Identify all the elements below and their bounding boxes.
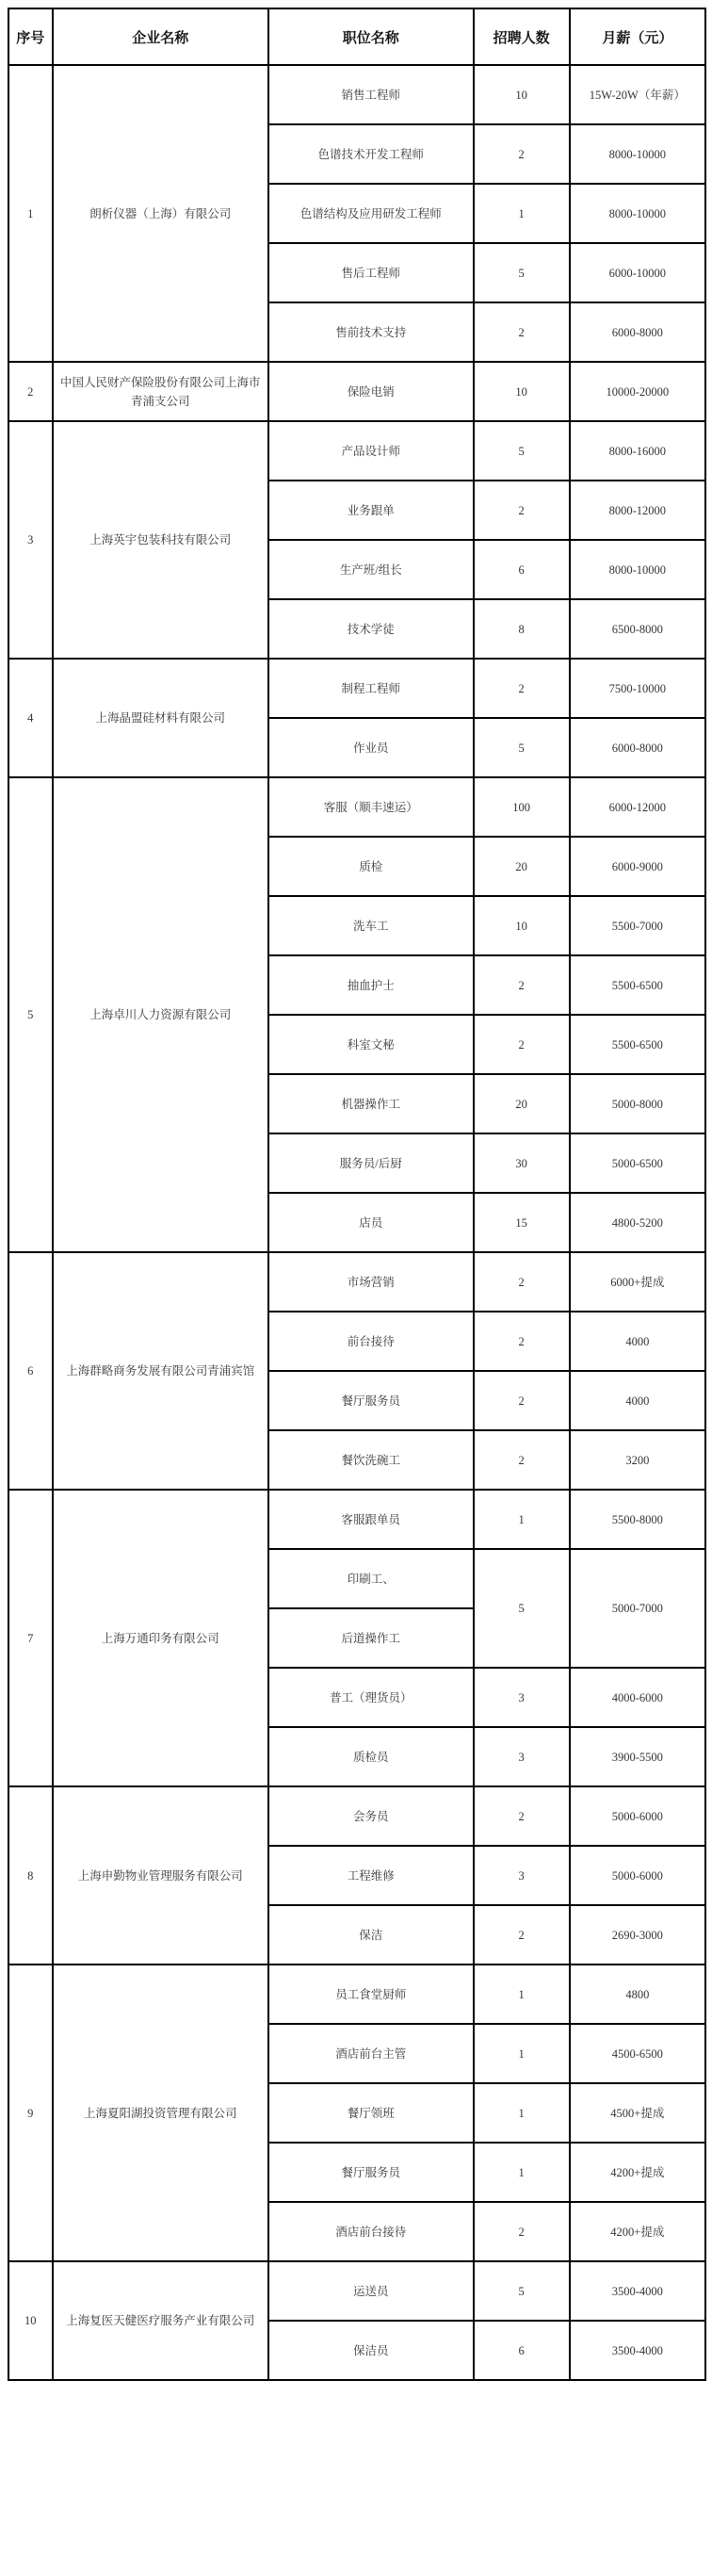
job-title-cell: 服务员/后厨: [268, 1133, 474, 1193]
job-count-cell: 30: [474, 1133, 570, 1193]
job-count-cell: 1: [474, 1965, 570, 2024]
job-table: [8, 8, 706, 2381]
job-count-cell: 1: [474, 2024, 570, 2083]
job-title-cell: 酒店前台接待: [268, 2202, 474, 2261]
table-row: [8, 65, 705, 124]
job-title-cell: 保险电销: [268, 362, 474, 421]
job-title-cell: 售后工程师: [268, 243, 474, 302]
job-salary-cell: 6000-9000: [570, 837, 705, 896]
job-count-cell: 2: [474, 1371, 570, 1430]
job-count-cell: 2: [474, 1252, 570, 1312]
table-row: [8, 659, 705, 718]
job-salary-cell: 10000-20000: [570, 362, 705, 421]
job-salary-cell: 8000-16000: [570, 421, 705, 481]
job-count-cell: 2: [474, 1905, 570, 1965]
job-title-cell: 会务员: [268, 1786, 474, 1846]
job-salary-cell: 8000-10000: [570, 184, 705, 243]
job-title-cell: 店员: [268, 1193, 474, 1252]
job-salary-cell: 3200: [570, 1430, 705, 1490]
company-index-cell: 2: [8, 362, 53, 421]
company-name-cell: 上海申勤物业管理服务有限公司: [53, 1786, 268, 1965]
job-title-cell: 员工食堂厨师: [268, 1965, 474, 2024]
table-row: [8, 362, 705, 421]
job-title-cell: 生产班/组长: [268, 540, 474, 599]
company-name-cell: 上海英宇包装科技有限公司: [53, 421, 268, 659]
job-count-cell: 15: [474, 1193, 570, 1252]
job-count-cell: 3: [474, 1668, 570, 1727]
company-name-cell: 上海卓川人力资源有限公司: [53, 777, 268, 1252]
column-header-index: 序号: [8, 8, 53, 65]
job-salary-cell: 5000-6500: [570, 1133, 705, 1193]
company-index-cell: 5: [8, 777, 53, 1252]
job-title-cell: 色谱技术开发工程师: [268, 124, 474, 184]
column-header-company: 企业名称: [53, 8, 268, 65]
job-salary-cell: 6000+提成: [570, 1252, 705, 1312]
table-row: [8, 1490, 705, 1549]
company-name-cell: 上海群略商务发展有限公司青浦宾馆: [53, 1252, 268, 1490]
job-salary-cell: 4200+提成: [570, 2143, 705, 2202]
job-count-cell: 2: [474, 1312, 570, 1371]
job-salary-cell: 6000-10000: [570, 243, 705, 302]
job-salary-cell: 5000-6000: [570, 1846, 705, 1905]
job-title-cell: 后道操作工: [268, 1608, 474, 1668]
table-row: [8, 2261, 705, 2321]
job-count-cell: 1: [474, 184, 570, 243]
job-count-cell: 3: [474, 1846, 570, 1905]
table-row: [8, 777, 705, 837]
job-salary-cell: 3500-4000: [570, 2321, 705, 2380]
job-title-cell: 市场营销: [268, 1252, 474, 1312]
job-count-cell: 2: [474, 659, 570, 718]
job-salary-cell: 7500-10000: [570, 659, 705, 718]
company-index-cell: 6: [8, 1252, 53, 1490]
job-title-cell: 销售工程师: [268, 65, 474, 124]
job-salary-cell: 5500-6500: [570, 955, 705, 1015]
job-title-cell: 业务跟单: [268, 481, 474, 540]
job-count-cell: 1: [474, 2143, 570, 2202]
job-count-cell: 6: [474, 2321, 570, 2380]
job-salary-cell: 5000-8000: [570, 1074, 705, 1133]
job-salary-cell: 15W-20W（年薪）: [570, 65, 705, 124]
job-count-cell: 1: [474, 1490, 570, 1549]
job-count-cell: 6: [474, 540, 570, 599]
job-count-cell: 2: [474, 1430, 570, 1490]
table-row: [8, 1252, 705, 1312]
job-title-cell: 制程工程师: [268, 659, 474, 718]
job-count-cell: 3: [474, 1727, 570, 1786]
company-index-cell: 8: [8, 1786, 53, 1965]
job-count-cell: 20: [474, 1074, 570, 1133]
company-name-cell: 上海复医天健医疗服务产业有限公司: [53, 2261, 268, 2380]
table-row: [8, 1965, 705, 2024]
job-salary-cell: 6000-8000: [570, 718, 705, 777]
job-count-cell: 5: [474, 2261, 570, 2321]
table-row: [8, 421, 705, 481]
job-salary-cell: 6000-8000: [570, 302, 705, 362]
job-count-cell: 1: [474, 2083, 570, 2143]
company-index-cell: 3: [8, 421, 53, 659]
job-salary-cell: 4000: [570, 1371, 705, 1430]
column-header-count: 招聘人数: [474, 8, 570, 65]
job-salary-cell: 4500-6500: [570, 2024, 705, 2083]
job-salary-cell: 6000-12000: [570, 777, 705, 837]
job-title-cell: 前台接待: [268, 1312, 474, 1371]
job-salary-cell: 5500-8000: [570, 1490, 705, 1549]
job-title-cell: 科室文秘: [268, 1015, 474, 1074]
job-salary-cell: 8000-10000: [570, 124, 705, 184]
job-salary-cell: 5500-6500: [570, 1015, 705, 1074]
company-index-cell: 4: [8, 659, 53, 777]
job-salary-cell: 3900-5500: [570, 1727, 705, 1786]
job-count-cell: 2: [474, 1786, 570, 1846]
job-salary-cell: 5000-6000: [570, 1786, 705, 1846]
job-title-cell: 抽血护士: [268, 955, 474, 1015]
job-count-cell: 10: [474, 362, 570, 421]
job-title-cell: 工程维修: [268, 1846, 474, 1905]
job-salary-cell: 8000-12000: [570, 481, 705, 540]
company-name-cell: 上海晶盟硅材料有限公司: [53, 659, 268, 777]
job-count-cell: 2: [474, 955, 570, 1015]
job-salary-cell: 5000-7000: [570, 1549, 705, 1668]
job-count-cell: 5: [474, 421, 570, 481]
job-salary-cell: 4500+提成: [570, 2083, 705, 2143]
job-title-cell: 客服跟单员: [268, 1490, 474, 1549]
job-salary-cell: 4000: [570, 1312, 705, 1371]
job-count-cell: 2: [474, 1015, 570, 1074]
company-name-cell: 上海万通印务有限公司: [53, 1490, 268, 1786]
company-name-cell: 中国人民财产保险股份有限公司上海市青浦支公司: [53, 362, 268, 421]
job-count-cell: 2: [474, 124, 570, 184]
job-count-cell: 8: [474, 599, 570, 659]
job-count-cell: 5: [474, 243, 570, 302]
job-title-cell: 保洁员: [268, 2321, 474, 2380]
job-salary-cell: 3500-4000: [570, 2261, 705, 2321]
company-index-cell: 10: [8, 2261, 53, 2380]
job-title-cell: 餐厅服务员: [268, 1371, 474, 1430]
job-salary-cell: 2690-3000: [570, 1905, 705, 1965]
job-title-cell: 质检: [268, 837, 474, 896]
company-index-cell: 1: [8, 65, 53, 362]
job-count-cell: 20: [474, 837, 570, 896]
job-title-cell: 酒店前台主管: [268, 2024, 474, 2083]
job-salary-cell: 4000-6000: [570, 1668, 705, 1727]
table-body: [8, 65, 705, 2380]
job-count-cell: 2: [474, 302, 570, 362]
job-title-cell: 保洁: [268, 1905, 474, 1965]
job-title-cell: 餐厅领班: [268, 2083, 474, 2143]
job-title-cell: 洗车工: [268, 896, 474, 955]
job-title-cell: 售前技术支持: [268, 302, 474, 362]
table-header: [8, 8, 705, 65]
job-title-cell: 餐饮洗碗工: [268, 1430, 474, 1490]
job-salary-cell: 8000-10000: [570, 540, 705, 599]
job-title-cell: 作业员: [268, 718, 474, 777]
company-name-cell: 上海夏阳湖投资管理有限公司: [53, 1965, 268, 2261]
company-index-cell: 7: [8, 1490, 53, 1786]
job-salary-cell: 4200+提成: [570, 2202, 705, 2261]
table-row: [8, 1786, 705, 1846]
company-name-cell: 朗析仪器（上海）有限公司: [53, 65, 268, 362]
job-count-cell: 2: [474, 2202, 570, 2261]
job-count-cell: 5: [474, 718, 570, 777]
job-title-cell: 技术学徒: [268, 599, 474, 659]
job-title-cell: 运送员: [268, 2261, 474, 2321]
job-title-cell: 普工（理货员）: [268, 1668, 474, 1727]
job-count-cell: 10: [474, 65, 570, 124]
job-count-cell: 100: [474, 777, 570, 837]
column-header-title: 职位名称: [268, 8, 474, 65]
job-salary-cell: 5500-7000: [570, 896, 705, 955]
column-header-salary: 月薪（元）: [570, 8, 705, 65]
header-row: [8, 8, 705, 65]
job-salary-cell: 6500-8000: [570, 599, 705, 659]
company-index-cell: 9: [8, 1965, 53, 2261]
job-count-cell: 10: [474, 896, 570, 955]
job-salary-cell: 4800-5200: [570, 1193, 705, 1252]
job-title-cell: 餐厅服务员: [268, 2143, 474, 2202]
job-title-cell: 质检员: [268, 1727, 474, 1786]
job-title-cell: 客服（顺丰速运）: [268, 777, 474, 837]
job-title-cell: 印刷工、: [268, 1549, 474, 1608]
job-title-cell: 色谱结构及应用研发工程师: [268, 184, 474, 243]
job-salary-cell: 4800: [570, 1965, 705, 2024]
job-count-cell: 2: [474, 481, 570, 540]
job-title-cell: 产品设计师: [268, 421, 474, 481]
job-title-cell: 机器操作工: [268, 1074, 474, 1133]
job-count-cell: 5: [474, 1549, 570, 1668]
